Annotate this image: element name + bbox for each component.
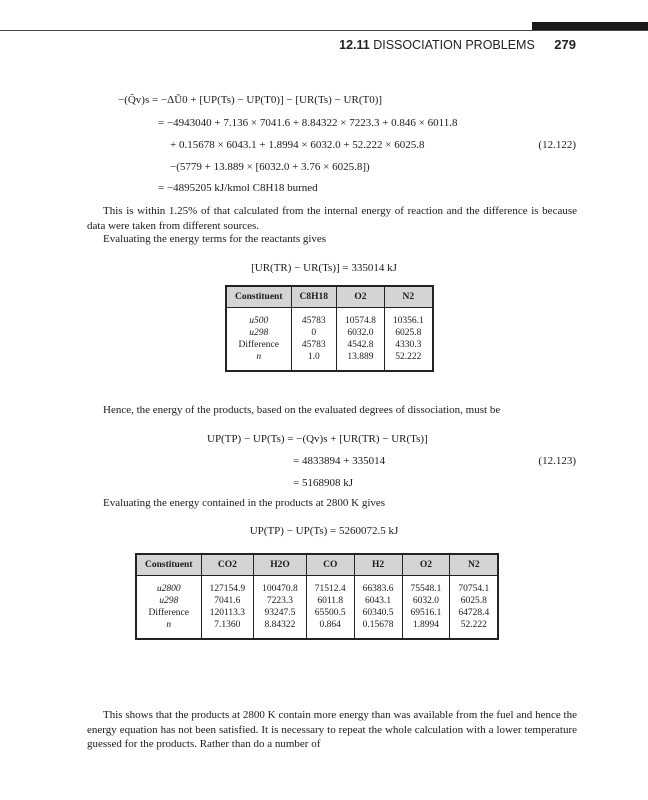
paragraph-2: Evaluating the energy terms for the reactants gives — [103, 233, 327, 245]
table-cell: 10356.1 — [384, 308, 432, 328]
table-cell: Difference — [136, 607, 201, 619]
paragraph-4: Evaluating the energy contained in the products at 2800 K gives — [103, 497, 386, 509]
table-cell: 64728.4 — [450, 607, 498, 619]
table-cell: 52.222 — [384, 351, 432, 371]
table-cell: 71512.4 — [306, 576, 354, 596]
table-cell: 13.889 — [337, 351, 385, 371]
eq122-number: (12.122) — [538, 139, 576, 151]
table-row — [136, 576, 498, 596]
table-row — [136, 607, 498, 619]
table-cell: 6025.8 — [450, 595, 498, 607]
paragraph-1: This is within 1.25% of that calculated from the internal energy of reaction and the difference is because data were taken from different sources. — [87, 205, 577, 232]
table-cell: 4542.8 — [337, 339, 385, 351]
running-head — [339, 37, 576, 52]
table-cell: u298 — [226, 327, 291, 339]
table-cell: 6043.1 — [354, 595, 402, 607]
table1-header: Constituent — [226, 286, 291, 308]
table-cell: 0.15678 — [354, 619, 402, 639]
table-cell: 7223.3 — [254, 595, 307, 607]
table-cell: u298 — [136, 595, 201, 607]
eq123-line1: UP(TP) − UP(Ts) = −(Qv)s + [UR(TR) − UR(Ts)] — [207, 433, 428, 445]
table2-header: Constituent — [136, 554, 201, 576]
table2-header: H2O — [254, 554, 307, 576]
table-row — [226, 339, 433, 351]
table1-header: O2 — [337, 286, 385, 308]
table-cell: 70754.1 — [450, 576, 498, 596]
eq123-number: (12.123) — [538, 455, 576, 467]
table2-header: O2 — [402, 554, 450, 576]
table-cell: 1.8994 — [402, 619, 450, 639]
table2-header: N2 — [450, 554, 498, 576]
eq122-line4: −(5779 + 13.889 × [6032.0 + 3.76 × 6025.8]) — [170, 161, 370, 173]
table-cell: 52.222 — [450, 619, 498, 639]
table1-header: N2 — [384, 286, 432, 308]
table-cell: 0.864 — [306, 619, 354, 639]
table-cell: 120113.3 — [201, 607, 254, 619]
table-row — [136, 619, 498, 639]
table-cell: 6025.8 — [384, 327, 432, 339]
section-number: 12.11 — [339, 38, 370, 52]
table-cell: 0 — [291, 327, 337, 339]
header-rule — [0, 30, 648, 31]
table1-header: C8H18 — [291, 286, 337, 308]
table-cell: 7.1360 — [201, 619, 254, 639]
table-cell: 66383.6 — [354, 576, 402, 596]
table-cell: 6032.0 — [402, 595, 450, 607]
page-number: 279 — [554, 37, 576, 52]
table-cell: 6032.0 — [337, 327, 385, 339]
table-row — [226, 327, 433, 339]
table-cell: 75548.1 — [402, 576, 450, 596]
table-cell: 8.84322 — [254, 619, 307, 639]
table-cell: 60340.5 — [354, 607, 402, 619]
products-table — [135, 553, 499, 640]
eq123-line2: = 4833894 + 335014 — [293, 455, 386, 467]
table-cell: n — [136, 619, 201, 639]
table-cell: 4330.3 — [384, 339, 432, 351]
table-row — [226, 308, 433, 328]
paragraph-3: Hence, the energy of the products, based on the evaluated degrees of dissociation, must be — [103, 404, 501, 416]
table2-header: CO2 — [201, 554, 254, 576]
table-cell: u500 — [226, 308, 291, 328]
paragraph-5: This shows that the products at 2800 K contain more energy than was available from the fuel and hence the energy equation has not been satisfied. It is necessary to repeat the whole calculation with a lower temperature guessed for the products. Rather than do a number of — [87, 709, 577, 750]
table2-header: CO — [306, 554, 354, 576]
table-cell: 69516.1 — [402, 607, 450, 619]
header-bar — [532, 22, 648, 30]
eq122-line5: = −4895205 kJ/kmol C8H18 burned — [158, 182, 318, 194]
eq122-line1: −(Q̃v)s = −ΔŨ0 + [UP(Ts) − UP(T0)] − [UR(Ts) − UR(T0)] — [118, 94, 383, 106]
table-cell: 45783 — [291, 339, 337, 351]
eq122-line2: = −4943040 + 7.136 × 7041.6 + 8.84322 × 7223.3 + 0.846 × 6011.8 — [158, 117, 458, 129]
eq123-line3: = 5168908 kJ — [293, 477, 353, 489]
table-cell: 7041.6 — [201, 595, 254, 607]
table-cell: 93247.5 — [254, 607, 307, 619]
reactants-table — [225, 285, 434, 372]
section-title: DISSOCIATION PROBLEMS — [373, 38, 535, 52]
table-cell: n — [226, 351, 291, 371]
table-cell: Difference — [226, 339, 291, 351]
table-cell: u2800 — [136, 576, 201, 596]
table-row — [226, 351, 433, 371]
table-cell: 45783 — [291, 308, 337, 328]
table-row — [136, 595, 498, 607]
table-cell: 100470.8 — [254, 576, 307, 596]
table-cell: 10574.8 — [337, 308, 385, 328]
table2-header: H2 — [354, 554, 402, 576]
table-cell: 6011.8 — [306, 595, 354, 607]
eq122-line3: + 0.15678 × 6043.1 + 1.8994 × 6032.0 + 52.222 × 6025.8 — [170, 139, 425, 151]
table-cell: 65500.5 — [306, 607, 354, 619]
table-cell: 1.0 — [291, 351, 337, 371]
table-cell: 127154.9 — [201, 576, 254, 596]
reactant-equation: [UR(TR) − UR(Ts)] = 335014 kJ — [251, 262, 397, 274]
product-equation: UP(TP) − UP(Ts) = 5260072.5 kJ — [249, 525, 399, 537]
